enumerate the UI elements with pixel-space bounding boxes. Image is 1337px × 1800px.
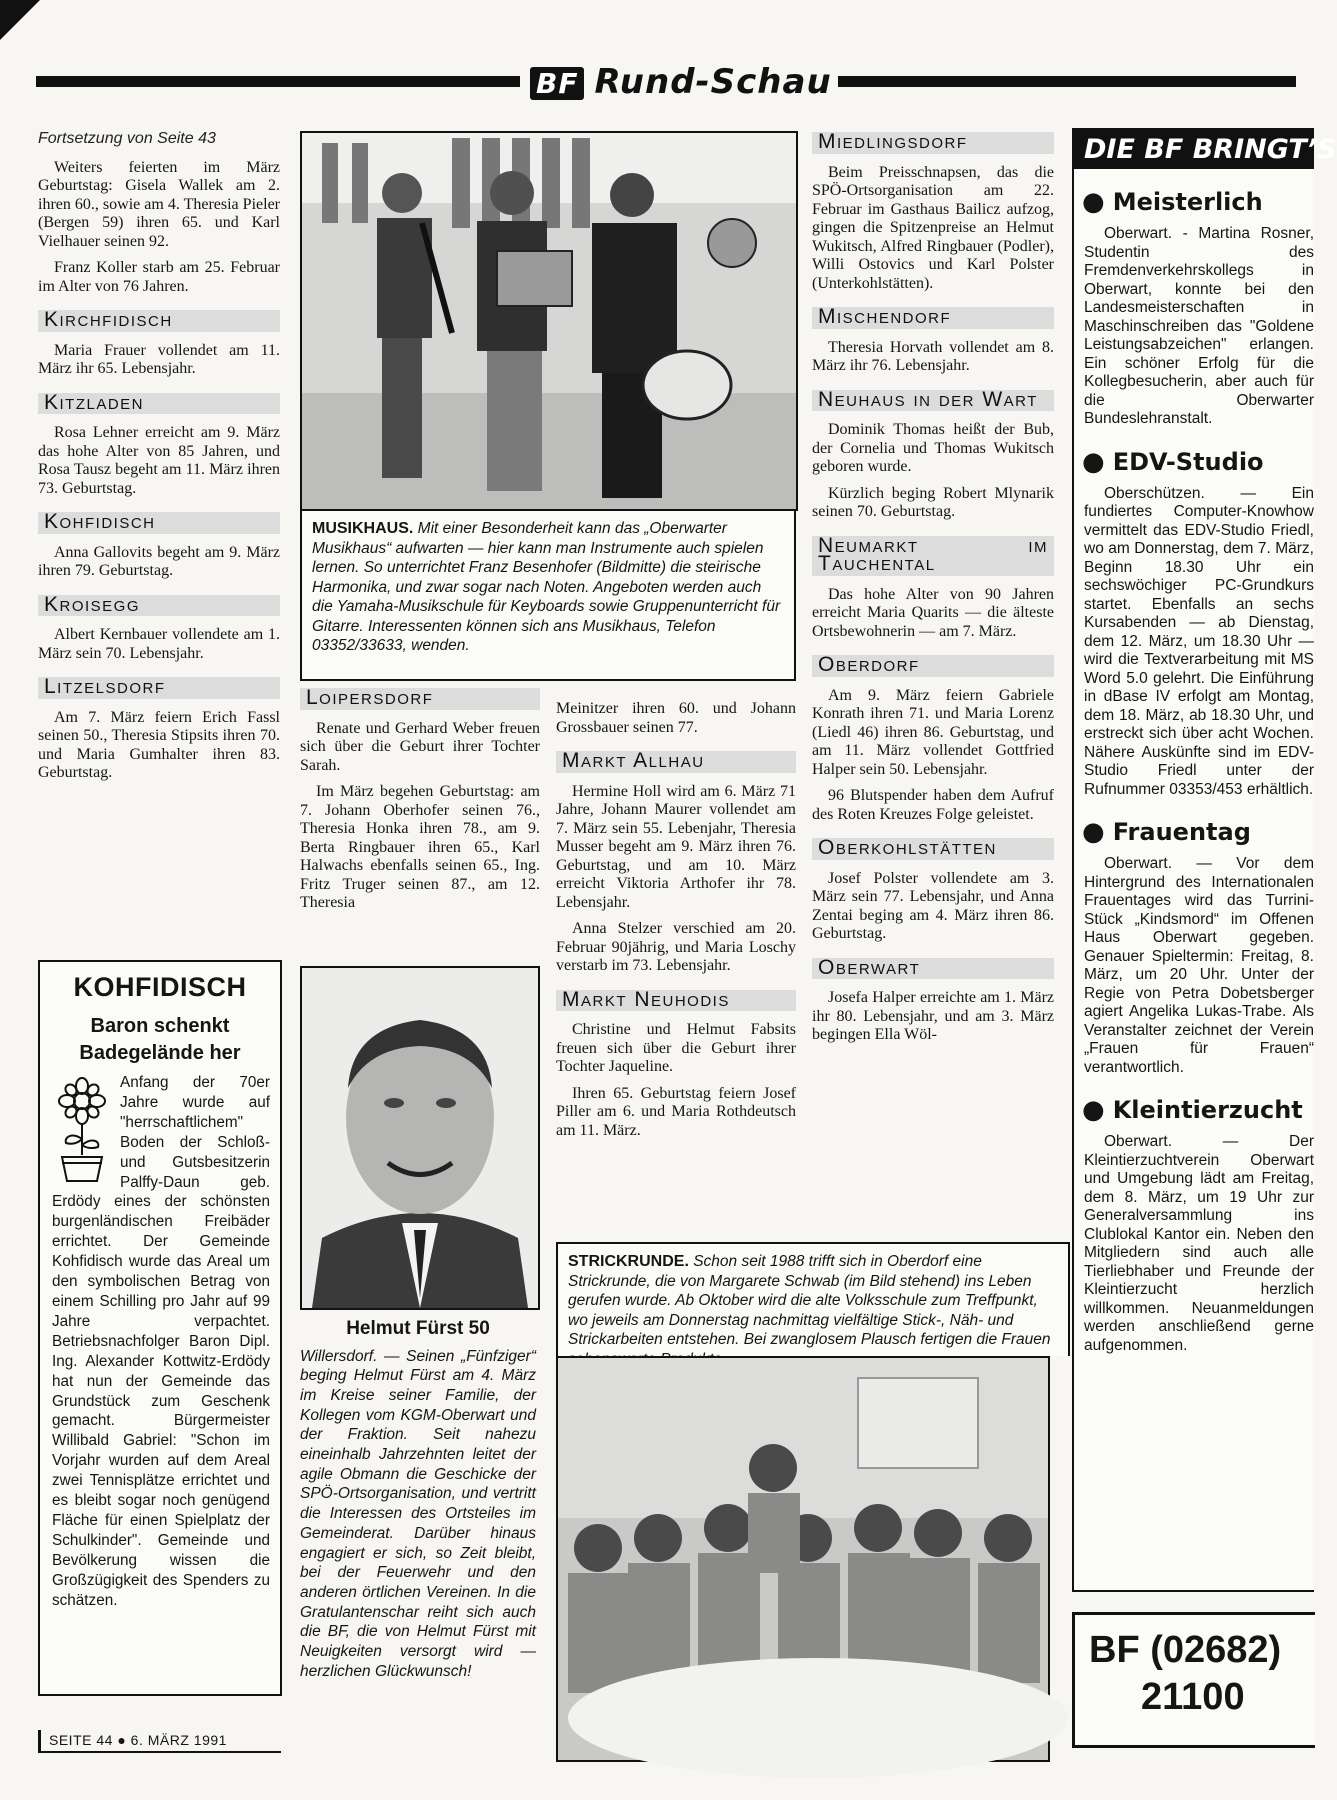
footer-page: SEITE 44 (49, 1732, 113, 1748)
intro-paragraph: Weiters feierten im März Geburtstag: Gisela Wallek am 2. ihren 60., sowie am 4. Theresia Pieler (Bergen 59) ihren 65. und Karl Vielhauer seinen 92. (38, 158, 280, 250)
news-item-kleintierzucht-title: ● Kleintierzucht (1082, 1095, 1303, 1125)
column-3 (556, 700, 796, 1148)
news-item-frauentag-text: Oberwart. — Vor dem Hintergrund des Internationalen Frauentages wird das Turrini-Stück „Kindsmord“ im Offenen Haus Oberwart gegeben. Genauer Spieltermin: Freitag, 8. März, um 20 Uhr. Unter der Regie von Petra Dobetsberger agiert Angelika Lukas-Trabe. Als Veranstalter zeichnet der Verein „Frauen für Frauen“ verantwortlich. (1084, 855, 1314, 1076)
section-text: Am 7. März feiern Erich Fassl seinen 50., Theresia Stipsits ihren 70. und Maria Gumhalter ihren 83. Geburtstag. (38, 708, 280, 781)
caption-label: MUSIKHAUS. (312, 520, 414, 537)
fuerst-portrait-illustration (302, 968, 538, 1308)
strickrunde-photo (556, 1356, 1050, 1762)
strickrunde-caption (556, 1242, 1070, 1356)
feature-place: KOHFIDISCH (73, 972, 247, 1002)
news-item-meisterlich-text: Oberwart. - Martina Rosner, Studentin des Fremdenverkehrskollegs in Oberwart, konnte bei den Landesmeisterschaften in Maschinschreiben das "Goldene Leistungsabzeichen" erlangen. Ein schöner Erfolg für die Kollegbesucherin, aber auch für die Oberwarter Bundeslehranstalt. (1084, 225, 1314, 427)
fuerst-text: Willersdorf. — Seinen „Fünfziger“ beging Helmut Fürst am 4. März im Kreise seiner Familie, der Kollegen vom KGM-Oberwart und der Fraktion. Seit nahezu eineinhalb Jahrzehnten leitet der agile Obmann die Geschicke der SPÖ-Ortsorganisation, und vertritt die Interessen des Ortsteiles im Gemeinderat. Darüber hinaus engagiert er sich, so Zeit bleibt, bei der Feuerwehr und den anderen örtlichen Vereinen. In die Gratulantenschar reiht sich auch die BF, die von Helmut Fürst mit Neuigkeiten versorgt wird — herzlichen Glückwunsch! (300, 1347, 536, 1680)
bf-logo-mark: BF (530, 67, 584, 100)
section-text: Das hohe Alter von 90 Jahren erreicht Maria Quarits — die älteste Ortsbewohnerin — am 7. März. (812, 585, 1054, 640)
column-2 (300, 682, 540, 921)
rundschau-title: Rund-Schau (594, 62, 832, 102)
bullet-dot-icon: ● (1082, 1095, 1105, 1125)
fuerst-article (300, 1320, 536, 1681)
section-heading-kitzladen: Kitzladen (38, 393, 280, 415)
section-heading-kohfidisch: Kohfidisch (38, 512, 280, 534)
caption-text: Schon seit 1988 trifft sich in Oberdorf eine Strickrunde, die von Margarete Schwab (im Bild stehend) ins Leben gerufen wurde. Ab Oktober wird die alte Volksschule zum Treffpunkt, wo jeweils am Donnerstag nachmittag vielfältige Stick-, Näh- und Strickarbeiten entstehen. Bei zwanglosem Plausch fertigen die Frauen (568, 1253, 1051, 1348)
section-heading-miedlingsdorf: Miedlingsdorf (812, 132, 1054, 154)
bullet-dot-icon: ● (1082, 446, 1105, 477)
caption-label: STRICKRUNDE. (568, 1253, 689, 1270)
section-text: Christine und Helmut Fabsits freuen sich über die Geburt ihrer Tochter Jaqueline. (556, 1021, 796, 1075)
musikhaus-photo-illustration (302, 133, 796, 509)
feature-headline-1: Baron schenkt (90, 1015, 230, 1037)
column-1 (38, 130, 280, 791)
feature-body: Palffy-Daun geb. Erdödy eines der schönsten burgenländischen Freibäder errichtet. Der Gemeinde Kohfidisch wurde das Areal um den symbolischen Betrag von einem Schilling pro Jahr auf 99 Jahre verpachtet. Betriebsnachfolger Baron Dipl. Ing. Alexander Kottwitz-Erdödy hat nun der Gemeinde das Grundstück zum Geschenk gemacht. Bürgermeister Willibald Gabriel: "Schon im Vorjahr wurden auf dem Areal zwei Tennisplätze errichtet und es bleibt sogar noch genügend Fläche für einen Spielplatz der Schulkinder". Gemeinde und Bevölkerung wissen die Großzügigkeit des Spenders zu schätzen. (52, 1173, 270, 1609)
continued-text: Meinitzer ihren 60. und Johann Grossbauer seinen 77. (556, 700, 796, 736)
section-text: Josefa Halper erreichte am 1. März ihr 80. Lebensjahr, und am 3. März begingen Ella Wöl- (812, 989, 1054, 1043)
page-corner-mark (0, 0, 40, 40)
fuerst-portrait (300, 966, 540, 1310)
section-heading-oberkohlstaetten: Oberkohlstätten (812, 838, 1054, 860)
section-heading-neuhaus: Neuhaus in der Wart (812, 390, 1054, 412)
bf-bringts-header: DIE BF BRINGT’S (1074, 130, 1314, 169)
news-item-edv-studio-text: Oberschützen. — Ein fundiertes Computer-Knowhow vermittelt das EDV-Studio Friedl, wo am Donnerstag, dem 7. März, Beginn 18.30 Uhr ein sechswöchiger PC-Grundkurs startet. Ebenfalls an sechs Kursabenden — ab Dienstag, dem 12. März, um 18.30 Uhr — wird die Textverarbeitung mit MS Word 5.0 gelehrt. Die Einführung in dBase IV erfolgt am Montag, dem 18. März, ab 18.30 Uhr, und erstreckt sich über acht Wochen. Nähere Auskünfte sind im EDV-Studio Friedl unter der Rufnummer 03353/453 erhältlich. (1084, 484, 1314, 798)
section-heading-kroisegg: Kroisegg (38, 595, 280, 617)
section-heading-oberwart: Oberwart (812, 958, 1054, 980)
news-item-edv-studio-title: ● EDV-Studio (1082, 446, 1264, 477)
continuation-note: Fortsetzung von Seite 43 (38, 130, 216, 147)
strickrunde-photo-illustration (558, 1358, 1048, 1760)
column-4 (812, 124, 1054, 1053)
section-text: Rosa Lehner erreicht am 9. März das hohe Alter von 85 Jahren, und Rosa Tausz begeht am 11. März ihren 73. Geburtstag. (38, 424, 280, 497)
news-item-kleintierzucht-text: Oberwart. — Der Kleintierzuchtverein Oberwart und Umgebung lädt am Freitag, dem 8. März, um 19 Uhr zur Generalversammlung ins Clublokal Kantor ein. Neben den Mitgliedern sind auch alle Tierliebhaber und Freunde der Kleintierzucht herzlich willkommen. Neuanmeldungen werden anschließend gerne aufgenommen. (1084, 1133, 1314, 1354)
rundschau-logo (530, 62, 832, 102)
header-rule-left (36, 76, 520, 87)
bullet-dot-icon: ● (117, 1732, 127, 1748)
section-heading-oberdorf: Oberdorf (812, 655, 1054, 677)
bullet-dot-icon: ● (1082, 817, 1105, 847)
section-text: Renate und Gerhard Weber freuen sich über die Geburt ihrer Tochter Sarah. (300, 719, 540, 774)
section-text: Hermine Holl wird am 6. März 71 Jahre, Johann Maurer vollendet am 7. März sein 55. Lebenjahr, Theresia Musser begeht am 9. März ihren 76. Geburtstag, und am 10. März erreicht Viktoria Arthofer ihr 78. Lebensjahr. (556, 782, 796, 911)
fuerst-title: Helmut Fürst 50 (346, 1318, 490, 1339)
section-text: Ihren 65. Geburtstag feiern Josef Piller am 6. und Maria Rothdeutsch am 11. März. (556, 1084, 796, 1139)
flower-pot-icon (52, 1077, 112, 1185)
section-text: Anna Gallovits begeht am 9. März ihren 79. Geburtstag. (38, 543, 280, 579)
feature-headline-2: Badegelände her (79, 1042, 241, 1064)
section-heading-litzelsdorf: Litzelsdorf (38, 677, 280, 699)
section-heading-kirchfidisch: Kirchfidisch (38, 310, 280, 332)
musikhaus-caption (300, 509, 796, 681)
section-heading-mischendorf: Mischendorf (812, 307, 1054, 329)
section-text: Maria Frauer vollendet am 11. März ihr 65. Lebensjahr. (38, 341, 280, 377)
bf-bringts-column (1072, 128, 1337, 1592)
bf-phone-box (1072, 1612, 1315, 1748)
section-text: 96 Blutspender haben dem Aufruf des Roten Kreuzes Folge geleistet. (812, 787, 1054, 823)
section-heading-markt-neuhodis: Markt Neuhodis (556, 990, 796, 1012)
musikhaus-photo (300, 131, 798, 511)
section-text: Kürzlich beging Robert Mlynarik seinen 70. Geburtstag. (812, 484, 1054, 520)
caption-text: Mit einer Besonderheit kann das „Oberwarter Musikhaus“ aufwarten — hier kann man Instrumente auch spielen lernen. So unterrichtet Franz Besenhofer (Bildmitte) die steirische Harmonika, und zwar sogar nach Noten. Angeboten werden auch die Yamaha-Musikschule für Keyboards sowie Gruppenunterricht für Gitarre. Interessenten können sich ans Musikhaus, Telefon 03352/33633, wenden. (312, 520, 781, 654)
phone-line-1: BF (02682) (1089, 1629, 1282, 1671)
section-text: Beim Preisschnapsen, das die SPÖ-Ortsorganisation am 22. Februar im Gasthaus Bailicz aufzog, gingen die Spitzenpreise an Helmut Wukitsch, Alfred Ringbauer (Podler), Willi Ostovics und Karl Polster (Unterkohlstätten). (812, 163, 1054, 292)
section-text: Theresia Horvath vollendet am 8. März ihr 76. Lebensjahr. (812, 338, 1054, 374)
section-text: Dominik Thomas heißt der Bub, der Cornelia und Thomas Wukitsch geboren wurde. (812, 421, 1054, 475)
section-heading-neumarkt: Neumarkt im Tauchental (812, 536, 1054, 576)
section-text: Am 9. März feiern Gabriele Konrath ihren 71. und Maria Lorenz (Liedl 46) ihren 86. Geburtstag, und am 11. März vollendet Gottfried Halper sein 50. Lebensjahr. (812, 686, 1054, 778)
section-text: Josef Polster vollendete am 3. März sein 77. Lebensjahr, und Anna Zentai beging am 4. März ihren 86. Geburtstag. (812, 869, 1054, 942)
section-heading-markt-allhau: Markt Allhau (556, 751, 796, 773)
news-item-frauentag-title: ● Frauentag (1082, 817, 1251, 847)
header-rule-right (838, 76, 1296, 87)
news-item-meisterlich-title: ● Meisterlich (1082, 187, 1263, 217)
section-text: Anna Stelzer verschied am 20. Februar 90jährig, und Maria Loschy verstarb im 73. Lebensjahr. (556, 920, 796, 974)
section-heading-loipersdorf: Loipersdorf (300, 688, 540, 710)
phone-line-2: 21100 (1141, 1676, 1245, 1718)
kohfidisch-feature-box (38, 960, 282, 1696)
section-text: Im März begehen Geburtstag: am 7. Johann Oberhofer seinen 76., Theresia Honka ihren 78., am 9. Berta Ringbauer ihren 65., Karl Halwachs ebenfalls seinen 65., Ing. Fritz Truger seinen 87., am 12. Theresia (300, 783, 540, 911)
intro-paragraph-2: Franz Koller starb am 25. Februar im Alter von 76 Jahren. (38, 259, 280, 295)
bullet-dot-icon: ● (1082, 187, 1105, 217)
page-footer (38, 1730, 281, 1753)
footer-date: 6. MÄRZ 1991 (130, 1732, 227, 1748)
section-text: Albert Kernbauer vollendete am 1. März sein 70. Lebensjahr. (38, 626, 280, 662)
feature-lead: Anfang der 70er Jahre wurde auf "herrschaftlichem" Boden der Schloß- und Gutsbesitzerin (120, 1074, 270, 1171)
